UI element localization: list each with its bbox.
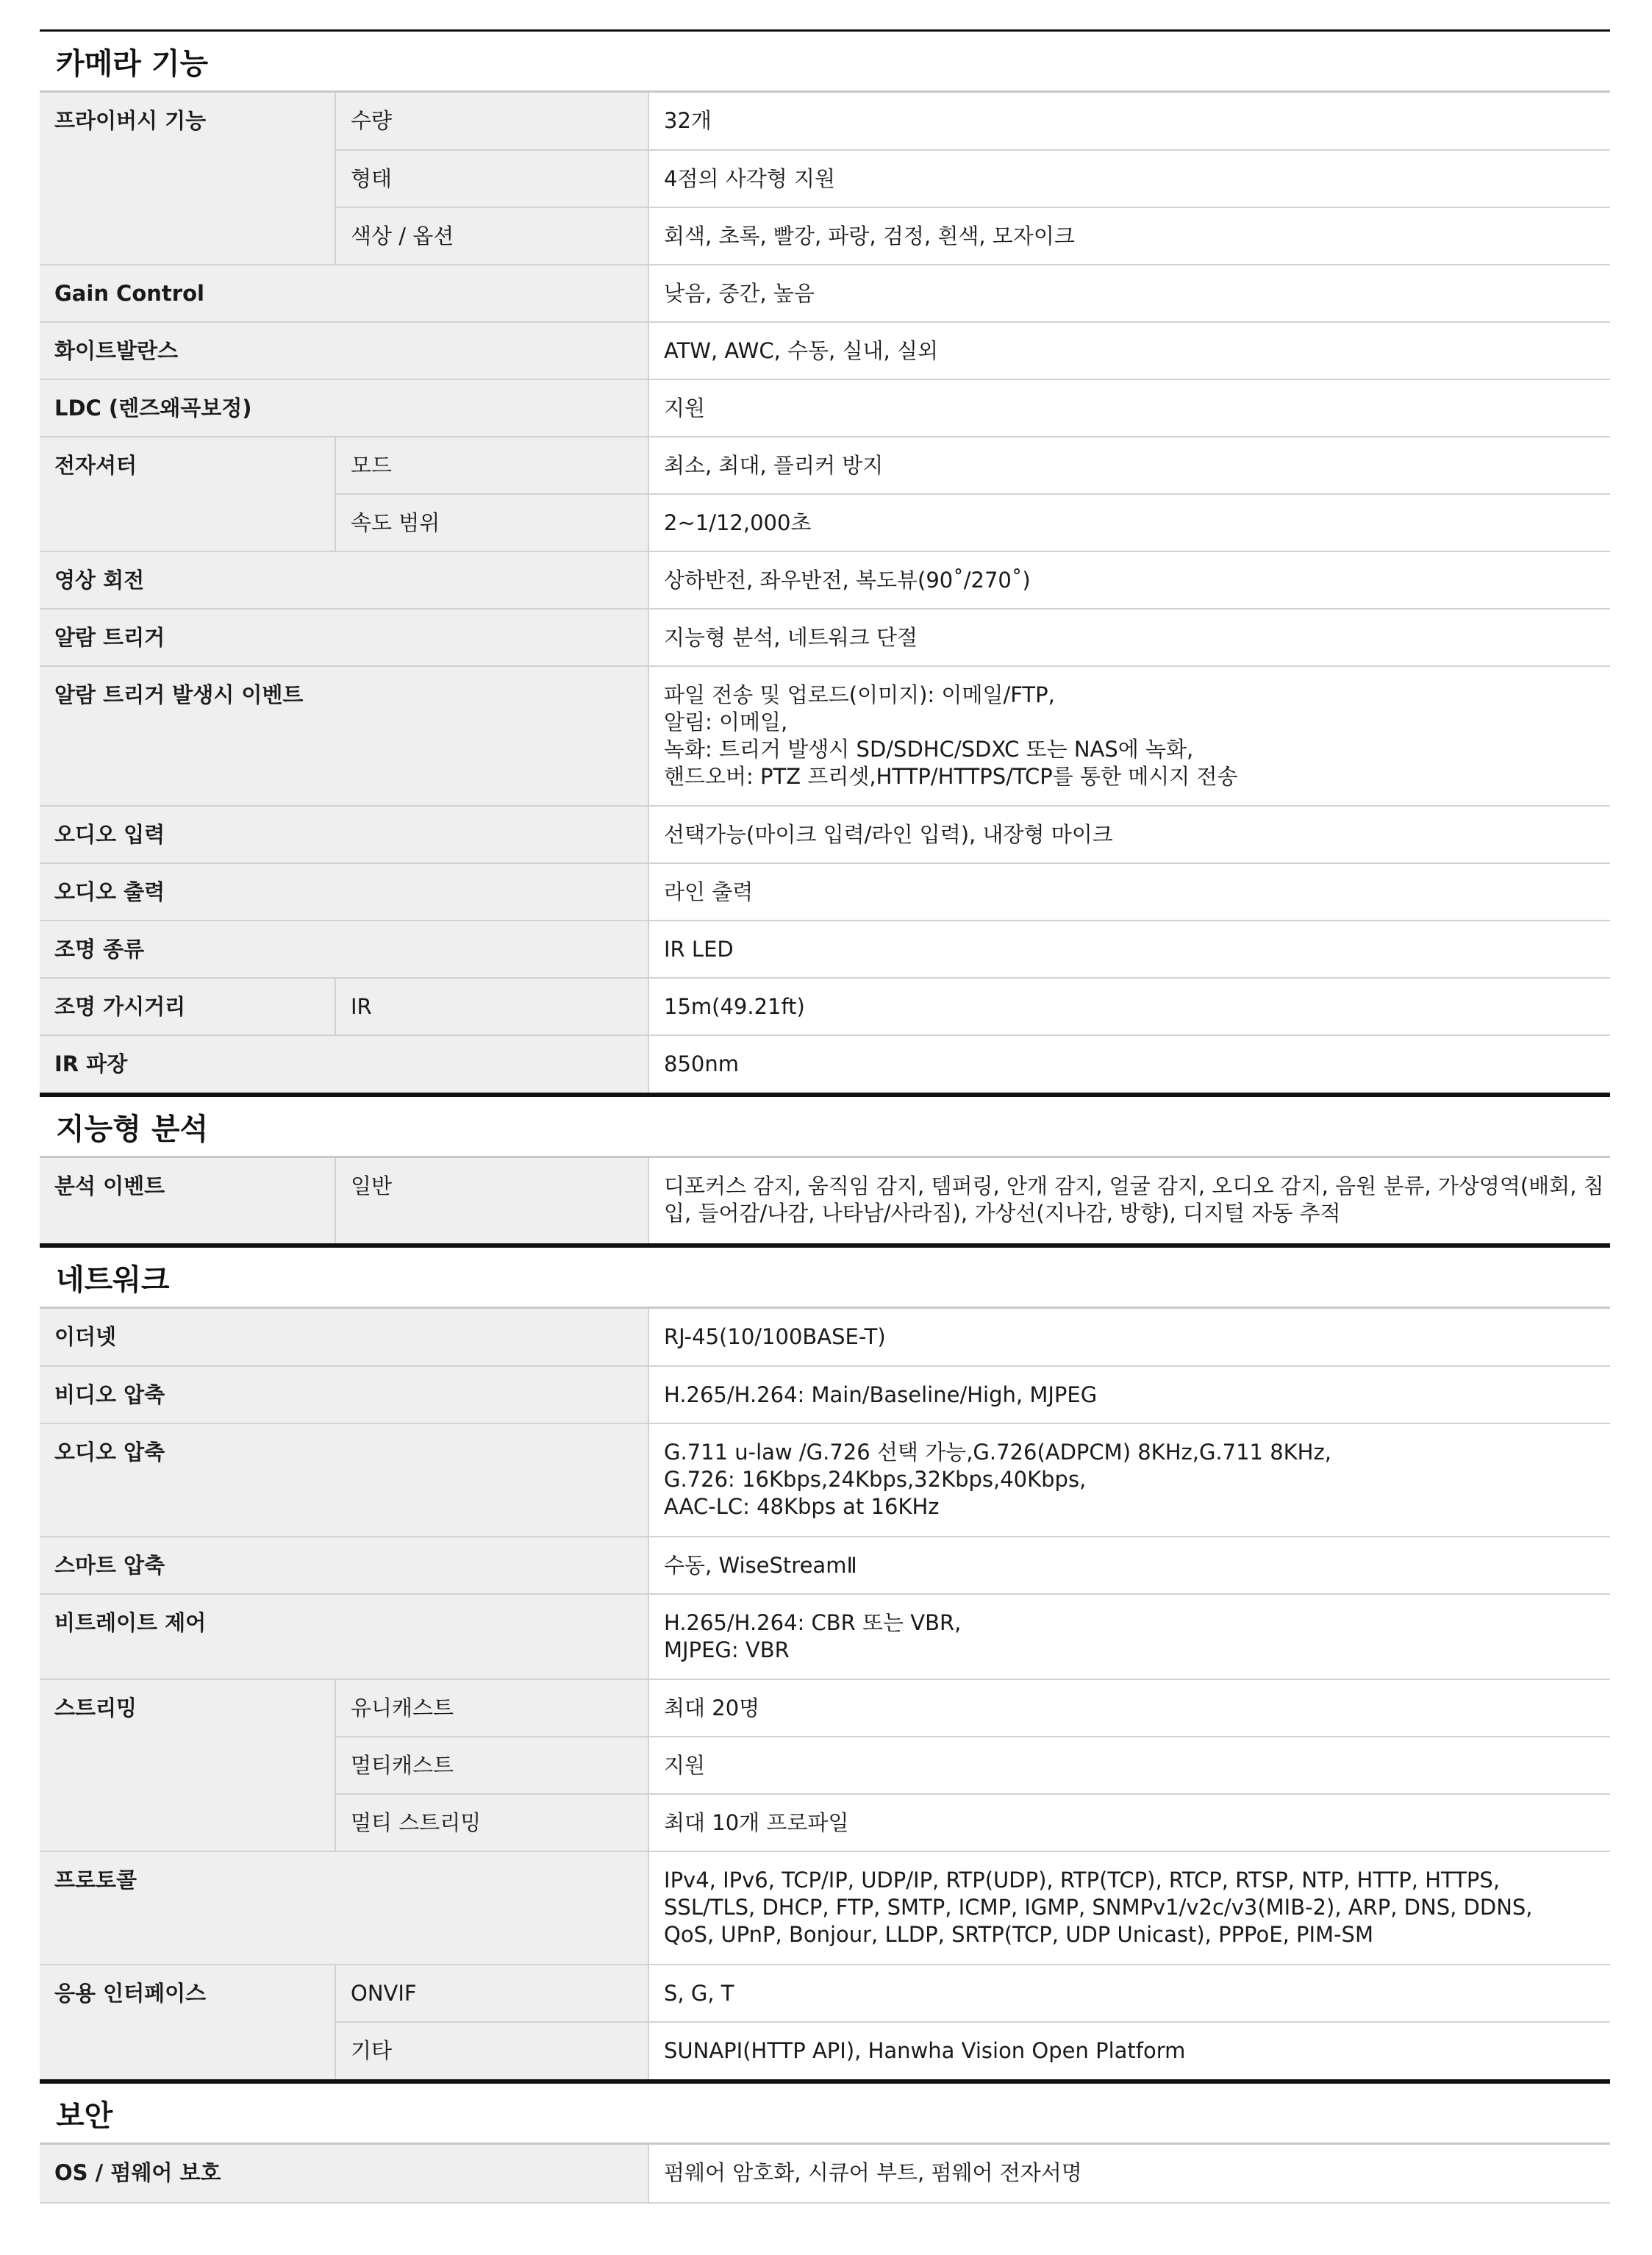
- spec-row: [40, 437, 1610, 494]
- spec-value: [648, 322, 1610, 379]
- spec-value-line: 32개: [664, 108, 712, 133]
- spec-label: 비디오 압축: [40, 1366, 648, 1423]
- spec-label: 화이트발란스: [40, 322, 648, 379]
- spec-row: [40, 1851, 1610, 1965]
- spec-label: 프로토콜: [40, 1851, 648, 1965]
- spec-row: [40, 93, 1610, 150]
- spec-row: [40, 1158, 1610, 1243]
- spec-value-line: 지능형 분석, 네트워크 단절: [664, 625, 918, 650]
- spec-value: [648, 806, 1610, 863]
- spec-row: [40, 1594, 1610, 1679]
- spec-sublabel: 색상 / 옵션: [335, 207, 648, 265]
- spec-label: 알람 트리거: [40, 609, 648, 666]
- spec-value-line: H.265/H.264: Main/Baseline/High, MJPEG: [664, 1382, 1098, 1407]
- spec-value: [648, 978, 1610, 1035]
- spec-row: [40, 2145, 1610, 2202]
- section-title: 네트워크: [40, 1246, 1610, 1309]
- spec-label: 프라이버시 기능: [40, 93, 335, 265]
- section-title: 카메라 기능: [40, 29, 1610, 93]
- spec-sublabel: 멀티 스트리밍: [335, 1794, 648, 1851]
- spec-value-line: 펌웨어 암호화, 시큐어 부트, 펌웨어 전자서명: [664, 2160, 1082, 2185]
- spec-label: 이더넷: [40, 1309, 648, 1366]
- spec-value: [648, 93, 1610, 150]
- spec-sublabel: 형태: [335, 150, 648, 207]
- spec-value-line: ATW, AWC, 수동, 실내, 실외: [664, 338, 938, 363]
- spec-label: 조명 가시거리: [40, 978, 335, 1035]
- spec-row: [40, 921, 1610, 978]
- spec-row: [40, 1679, 1610, 1737]
- spec-row: [40, 265, 1610, 322]
- spec-row: [40, 379, 1610, 437]
- spec-value: [648, 437, 1610, 494]
- spec-table: [40, 93, 1610, 1093]
- spec-table-wrapper: [40, 93, 1610, 1095]
- spec-table: [40, 2145, 1610, 2202]
- spec-row: [40, 551, 1610, 609]
- spec-value-line: 낮음, 중간, 높음: [664, 281, 815, 306]
- spec-row: [40, 1537, 1610, 1594]
- spec-value-line: QoS, UPnP, Bonjour, LLDP, SRTP(TCP, UDP Unicast), PPPoE, PIM-SM: [664, 1922, 1373, 1947]
- spec-value: [648, 609, 1610, 666]
- spec-table-wrapper: [40, 1158, 1610, 1246]
- spec-value: [648, 1309, 1610, 1366]
- spec-sheet: [40, 29, 1610, 2204]
- spec-label: Gain Control: [40, 265, 648, 322]
- spec-label: 알람 트리거 발생시 이벤트: [40, 666, 648, 806]
- spec-value-line: 최대 10개 프로파일: [664, 1810, 849, 1835]
- spec-value-line: IR LED: [664, 937, 734, 962]
- spec-value-line: G.726: 16Kbps,24Kbps,32Kbps,40Kbps,: [664, 1467, 1087, 1492]
- spec-value-line: 선택가능(마이크 입력/라인 입력), 내장형 마이크: [664, 822, 1113, 847]
- spec-value: [648, 1537, 1610, 1594]
- spec-label: 조명 종류: [40, 921, 648, 978]
- spec-value: [648, 1594, 1610, 1679]
- spec-value-line: RJ-45(10/100BASE-T): [664, 1324, 886, 1349]
- spec-value-line: H.265/H.264: CBR 또는 VBR,: [664, 1610, 962, 1635]
- spec-label: 영상 회전: [40, 551, 648, 609]
- spec-value: [648, 1158, 1610, 1243]
- spec-value: [648, 921, 1610, 978]
- spec-value: [648, 2145, 1610, 2202]
- spec-value-line: 최대 20명: [664, 1695, 760, 1720]
- spec-sublabel: 수량: [335, 93, 648, 150]
- spec-value-line: 파일 전송 및 업로드(이미지): 이메일/FTP,: [664, 682, 1055, 707]
- spec-value-line: 알림: 이메일,: [664, 710, 788, 735]
- spec-value-line: 입, 들어감/나감, 나타남/사라짐), 가상선(지나감, 방향), 디지털 자동 추적: [664, 1201, 1341, 1226]
- spec-label: IR 파장: [40, 1035, 648, 1093]
- spec-value: [648, 207, 1610, 265]
- spec-value-line: 4점의 사각형 지원: [664, 166, 835, 191]
- spec-value-line: 상하반전, 좌우반전, 복도뷰(90˚/270˚): [664, 568, 1031, 593]
- spec-label: 스마트 압축: [40, 1537, 648, 1594]
- spec-value-line: 지원: [664, 396, 706, 421]
- spec-value-line: SSL/TLS, DHCP, FTP, SMTP, ICMP, IGMP, SNMPv1/v2c/v3(MIB-2), ARP, DNS, DDNS,: [664, 1895, 1533, 1920]
- spec-value: [648, 1737, 1610, 1794]
- spec-label: 응용 인터페이스: [40, 1965, 335, 2079]
- spec-row: [40, 609, 1610, 666]
- spec-value: [648, 2022, 1610, 2079]
- spec-value: [648, 379, 1610, 437]
- spec-table: [40, 1158, 1610, 1243]
- spec-value: [648, 1965, 1610, 2022]
- spec-value: [648, 1794, 1610, 1851]
- spec-value-line: G.711 u-law /G.726 선택 가능,G.726(ADPCM) 8KHz,G.711 8KHz,: [664, 1440, 1331, 1465]
- spec-row: [40, 978, 1610, 1035]
- spec-row: [40, 1035, 1610, 1093]
- spec-row: [40, 322, 1610, 379]
- spec-label: 오디오 출력: [40, 863, 648, 921]
- spec-value-line: 15m(49.21ft): [664, 994, 805, 1019]
- spec-value-line: MJPEG: VBR: [664, 1637, 790, 1662]
- spec-value: [648, 1423, 1610, 1537]
- spec-value-line: 디포커스 감지, 움직임 감지, 템퍼링, 안개 감지, 얼굴 감지, 오디오 감지, 음원 분류, 가상영역(배회, 침: [664, 1173, 1604, 1198]
- spec-value-line: 2~1/12,000초: [664, 510, 812, 535]
- spec-value: [648, 494, 1610, 551]
- spec-row: [40, 1965, 1610, 2022]
- spec-label: 전자셔터: [40, 437, 335, 551]
- spec-table-wrapper: [40, 1309, 1610, 2081]
- spec-value-line: IPv4, IPv6, TCP/IP, UDP/IP, RTP(UDP), RTP(TCP), RTCP, RTSP, NTP, HTTP, HTTPS,: [664, 1868, 1501, 1893]
- spec-value-line: 850nm: [664, 1051, 739, 1076]
- spec-value: [648, 1679, 1610, 1737]
- spec-value-line: S, G, T: [664, 1981, 734, 2006]
- section-title: 지능형 분석: [40, 1095, 1610, 1158]
- spec-row: [40, 1366, 1610, 1423]
- spec-row: [40, 806, 1610, 863]
- spec-value-line: 핸드오버: PTZ 프리셋,HTTP/HTTPS/TCP를 통한 메시지 전송: [664, 764, 1238, 789]
- spec-value: [648, 863, 1610, 921]
- spec-label: LDC (렌즈왜곡보정): [40, 379, 648, 437]
- spec-sublabel: 유니캐스트: [335, 1679, 648, 1737]
- spec-value-line: 회색, 초록, 빨강, 파랑, 검정, 흰색, 모자이크: [664, 224, 1075, 249]
- spec-value: [648, 1366, 1610, 1423]
- spec-value: [648, 265, 1610, 322]
- spec-sublabel: 모드: [335, 437, 648, 494]
- spec-value: [648, 150, 1610, 207]
- spec-value-line: 라인 출력: [664, 879, 754, 904]
- spec-value: [648, 666, 1610, 806]
- spec-value-line: 녹화: 트리거 발생시 SD/SDHC/SDXC 또는 NAS에 녹화,: [664, 737, 1194, 762]
- spec-row: [40, 1309, 1610, 1366]
- spec-row: [40, 1423, 1610, 1537]
- spec-value: [648, 551, 1610, 609]
- spec-table-wrapper: [40, 2145, 1610, 2204]
- spec-label: 비트레이트 제어: [40, 1594, 648, 1679]
- spec-label: 오디오 압축: [40, 1423, 648, 1537]
- spec-sublabel: 기타: [335, 2022, 648, 2079]
- spec-value-line: 지원: [664, 1753, 706, 1778]
- spec-value: [648, 1035, 1610, 1093]
- spec-table: [40, 1309, 1610, 2079]
- spec-sublabel: IR: [335, 978, 648, 1035]
- spec-sublabel: 일반: [335, 1158, 648, 1243]
- spec-row: [40, 666, 1610, 806]
- section-title: 보안: [40, 2081, 1610, 2145]
- spec-value-line: AAC-LC: 48Kbps at 16KHz: [664, 1494, 940, 1519]
- spec-value-line: 수동, WiseStreamⅡ: [664, 1553, 857, 1578]
- spec-label: 오디오 입력: [40, 806, 648, 863]
- spec-label: OS / 펌웨어 보호: [40, 2145, 648, 2202]
- spec-sublabel: 속도 범위: [335, 494, 648, 551]
- spec-row: [40, 863, 1610, 921]
- spec-value-line: SUNAPI(HTTP API), Hanwha Vision Open Platform: [664, 2038, 1186, 2063]
- spec-sublabel: ONVIF: [335, 1965, 648, 2022]
- spec-label: 스트리밍: [40, 1679, 335, 1851]
- spec-label: 분석 이벤트: [40, 1158, 335, 1243]
- spec-sublabel: 멀티캐스트: [335, 1737, 648, 1794]
- spec-value: [648, 1851, 1610, 1965]
- spec-value-line: 최소, 최대, 플리커 방지: [664, 453, 884, 478]
